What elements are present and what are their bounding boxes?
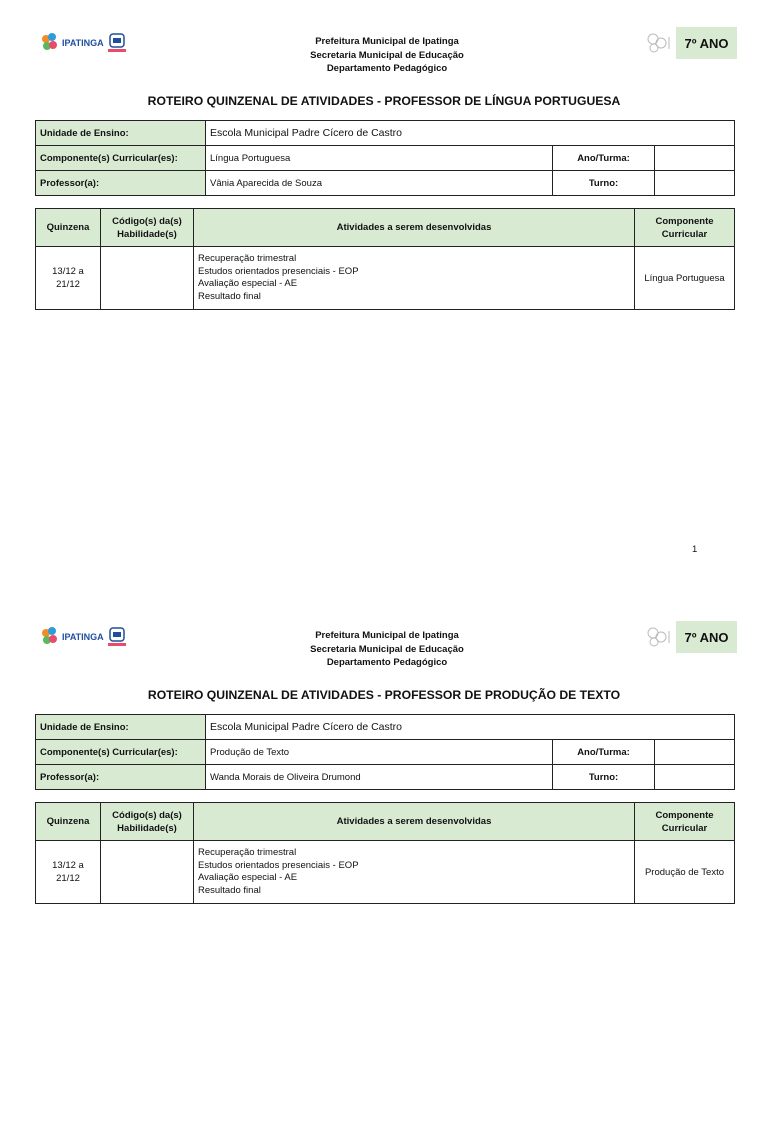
page-1 [0, 0, 768, 555]
ano-turma-value [655, 740, 735, 765]
header-line-2: Secretaria Municipal de Educação [310, 49, 464, 61]
header-line-1: Prefeitura Municipal de Ipatinga [315, 630, 459, 641]
table-header-row [36, 209, 735, 247]
header-line-1: Prefeitura Municipal de Ipatinga [315, 36, 459, 47]
activity-item: Recuperação trimestral [198, 847, 297, 858]
ano-turma-label: Ano/Turma: [553, 740, 655, 765]
header-line-2: Secretaria Municipal de Educação [310, 643, 464, 655]
activity-item: Resultado final [198, 884, 261, 896]
table-row [36, 247, 735, 310]
table-row [36, 841, 735, 904]
atividades-cell [194, 247, 635, 310]
componente-label: Componente(s) Curricular(es): [36, 740, 206, 765]
unidade-label: Unidade de Ensino: [36, 715, 206, 740]
ipatinga-logo [38, 30, 134, 56]
unidade-value: Escola Municipal Padre Cícero de Castro [206, 715, 735, 740]
header-componente: Componente Curricular [635, 209, 735, 247]
turno-label: Turno: [553, 171, 655, 196]
grade-badge: 7º ANO [676, 27, 737, 59]
turno-value [655, 765, 735, 790]
table-row [36, 765, 735, 790]
table-header-row [36, 803, 735, 841]
quinzena-cell: 13/12 a 21/12 [36, 247, 101, 310]
info-table [35, 120, 735, 196]
professor-label: Professor(a): [36, 765, 206, 790]
codigo-cell [101, 841, 194, 904]
header-atividades: Atividades a serem desenvolvidas [194, 803, 635, 841]
table-row [36, 121, 735, 146]
professor-value: Vânia Aparecida de Souza [206, 171, 553, 196]
institution-header [234, 35, 540, 76]
activity-item: Estudos orientados presenciais - EOP [198, 859, 359, 871]
unidade-label: Unidade de Ensino: [36, 121, 206, 146]
grade-badge: 7º ANO [676, 621, 737, 653]
table-row [36, 171, 735, 196]
activity-item: Resultado final [198, 290, 261, 302]
logo-text: IPATINGA [62, 632, 104, 642]
table-row [36, 146, 735, 171]
turno-value [655, 171, 735, 196]
header-codigo: Código(s) da(s) Habilidade(s) [101, 803, 194, 841]
componente-label: Componente(s) Curricular(es): [36, 146, 206, 171]
professor-value: Wanda Morais de Oliveira Drumond [206, 765, 553, 790]
ano-turma-label: Ano/Turma: [553, 146, 655, 171]
page-2 [0, 594, 768, 1134]
activity-item: Recuperação trimestral [198, 253, 297, 264]
componente-value: Língua Portuguesa [206, 146, 553, 171]
page-number: 1 [692, 544, 698, 555]
header-quinzena: Quinzena [36, 803, 101, 841]
logo-text: IPATINGA [62, 38, 104, 48]
activities-table [35, 208, 735, 310]
quinzena-cell: 13/12 a 21/12 [36, 841, 101, 904]
header-componente: Componente Curricular [635, 803, 735, 841]
document-title: ROTEIRO QUINZENAL DE ATIVIDADES - PROFESSOR DE LÍNGUA PORTUGUESA [147, 94, 621, 108]
componente-value: Produção de Texto [206, 740, 553, 765]
ipatinga-logo [38, 624, 134, 650]
header-line-3: Departamento Pedagógico [326, 63, 448, 74]
institution-header [234, 629, 540, 670]
header-line-3: Departamento Pedagógico [326, 657, 448, 668]
header-quinzena: Quinzena [36, 209, 101, 247]
activity-item: Estudos orientados presenciais - EOP [198, 265, 359, 277]
unidade-value: Escola Municipal Padre Cícero de Castro [206, 121, 735, 146]
ano-turma-value [655, 146, 735, 171]
atividades-cell [194, 841, 635, 904]
activity-item: Avaliação especial - AE [198, 872, 298, 883]
info-table [35, 714, 735, 790]
table-row [36, 740, 735, 765]
turno-label: Turno: [553, 765, 655, 790]
doodle-icon [645, 625, 675, 649]
activity-item: Avaliação especial - AE [198, 278, 298, 289]
codigo-cell [101, 247, 194, 310]
componente-cell: Língua Portuguesa [635, 247, 735, 310]
doodle-icon [645, 31, 675, 55]
componente-cell: Produção de Texto [635, 841, 735, 904]
header-atividades: Atividades a serem desenvolvidas [194, 209, 635, 247]
document-title: ROTEIRO QUINZENAL DE ATIVIDADES - PROFESSOR DE PRODUÇÃO DE TEXTO [147, 688, 621, 702]
table-row [36, 715, 735, 740]
professor-label: Professor(a): [36, 171, 206, 196]
activities-table [35, 802, 735, 904]
header-codigo: Código(s) da(s) Habilidade(s) [101, 209, 194, 247]
